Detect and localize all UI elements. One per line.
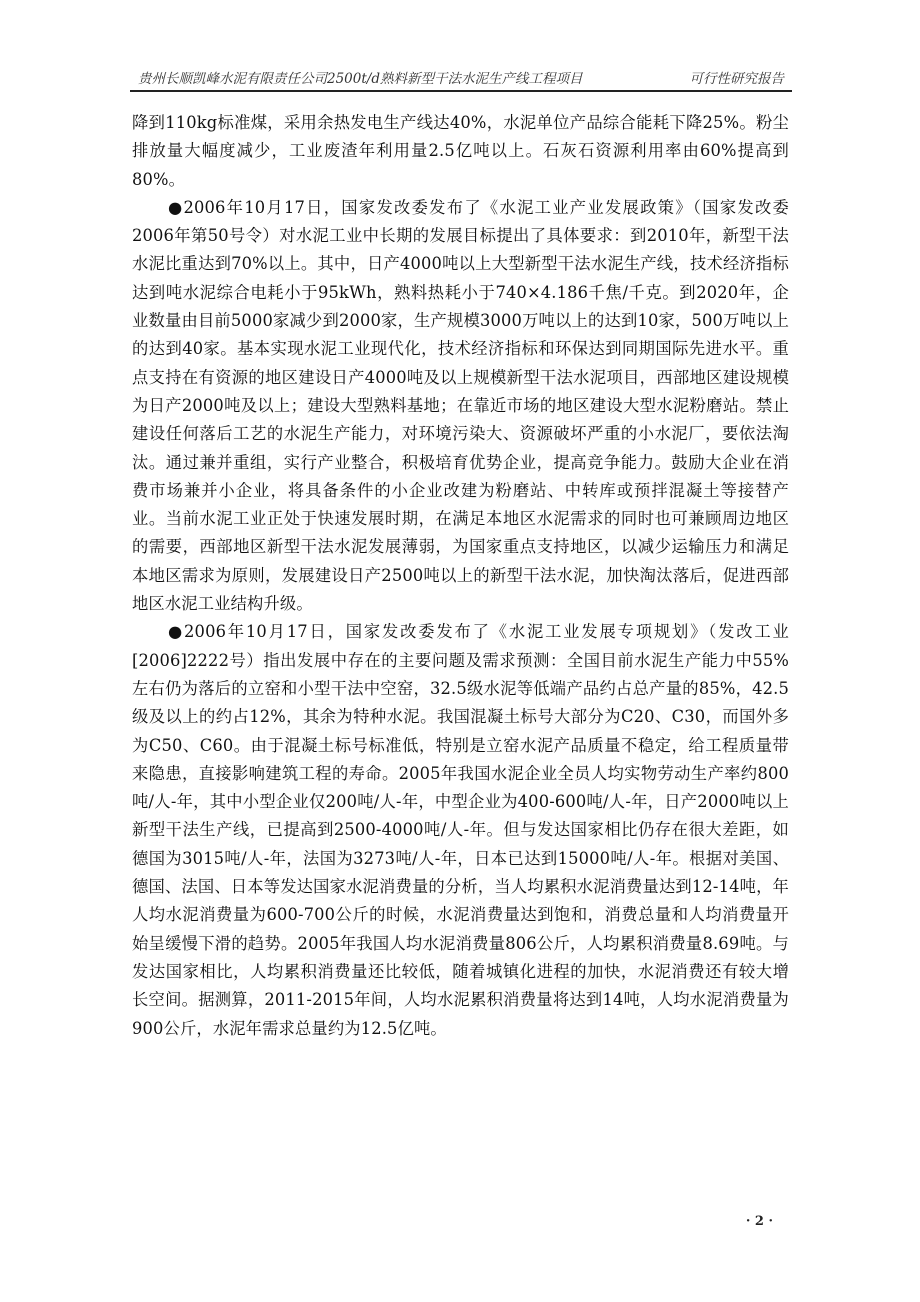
paragraph-continuation: 降到110kg标准煤，采用余热发电生产线达40%，水泥单位产品综合能耗下降25%。粉尘排放量大幅度减少，工业废渣年利用量2.5亿吨以上。石灰石资源利用率由60%提高到80%。 <box>132 113 789 189</box>
header-project-title: 贵州长顺凯峰水泥有限责任公司2500t/d熟料新型干法水泥生产线工程项目 <box>138 71 583 87</box>
page-header <box>130 64 792 92</box>
page-number: · 2 · <box>745 1214 773 1229</box>
paragraph-development-plan: ●2006年10月17日，国家发改委发布了《水泥工业发展专项规划》（发改工业[2006]2222号）指出发展中存在的主要问题及需求预测：全国目前水泥生产能力中55%左右仍为落后的立窑和小型干法中空窑，32.5级水泥等低端产品约占总产量的85%，42.5级及以上的约占12%，其余为特种水泥。我国混凝土标号大部分为C20、C30，而国外多为C50、C60。由于混凝土标号标准低，特别是立窑水泥产品质量不稳定，给工程质量带来隐患，直接影响建筑工程的寿命。2005年我国水泥企业全员人均实物劳动生产率约800吨/人-年，其中小型企业仅200吨/人-年，中型企业为400-600吨/人-年，日产2000吨以上新型干法生产线，已提高到2500-4000吨/人-年。但与发达国家相比仍存在很大差距，如德国为3015吨/人-年，法国为3273吨/人-年，日本已达到15000吨/人-年。根据对美国、德国、法国、日本等发达国家水泥消费量的分析，当人均累积水泥消费量达到12-14吨，年人均水泥消费量为600-700公斤的时候，水泥消费量达到饱和，消费总量和人均消费量开始呈缓慢下滑的趋势。2005年我国人均水泥消费量806公斤，人均累积消费量8.69吨。与发达国家相比，人均累积消费量还比较低，随着城镇化进程的加快，水泥消费还有较大增长空间。据测算，2011-2015年间，人均水泥累积消费量将达到14吨，人均水泥消费量为900公斤，水泥年需求总量约为12.5亿吨。 <box>132 622 789 1038</box>
document-body <box>132 109 789 1043</box>
paragraph-industry-policy: ●2006年10月17日，国家发改委发布了《水泥工业产业发展政策》（国家发改委2006年第50号令）对水泥工业中长期的发展目标提出了具体要求：到2010年，新型干法水泥比重达到70%以上。其中，日产4000吨以上大型新型干法水泥生产线，技术经济指标达到吨水泥综合电耗小于95kWh，熟料热耗小于740×4.186千焦/千克。到2020年，企业数量由目前5000家减少到2000家，生产规模3000万吨以上的达到10家，500万吨以上的达到40家。基本实现水泥工业现代化，技术经济指标和环保达到同期国际先进水平。重点支持在有资源的地区建设日产4000吨及以上规模新型干法水泥项目，西部地区建设规模为日产2000吨及以上；建设大型熟料基地；在靠近市场的地区建设大型水泥粉磨站。禁止建设任何落后工艺的水泥生产能力，对环境污染大、资源破坏严重的小水泥厂，要依法淘汰。通过兼并重组，实行产业整合，积极培育优势企业，提高竞争能力。鼓励大企业在消费市场兼并小企业，将具备条件的小企业改建为粉磨站、中转库或预拌混凝土等接替产业。当前水泥工业正处于快速发展时期，在满足本地区水泥需求的同时也可兼顾周边地区的需要，西部地区新型干法水泥发展薄弱，为国家重点支持地区，以减少运输压力和满足本地区需求为原则，发展建设日产2500吨以上的新型干法水泥，加快淘汰落后，促进西部地区水泥工业结构升级。 <box>132 197 789 614</box>
header-report-type: 可行性研究报告 <box>689 71 784 87</box>
